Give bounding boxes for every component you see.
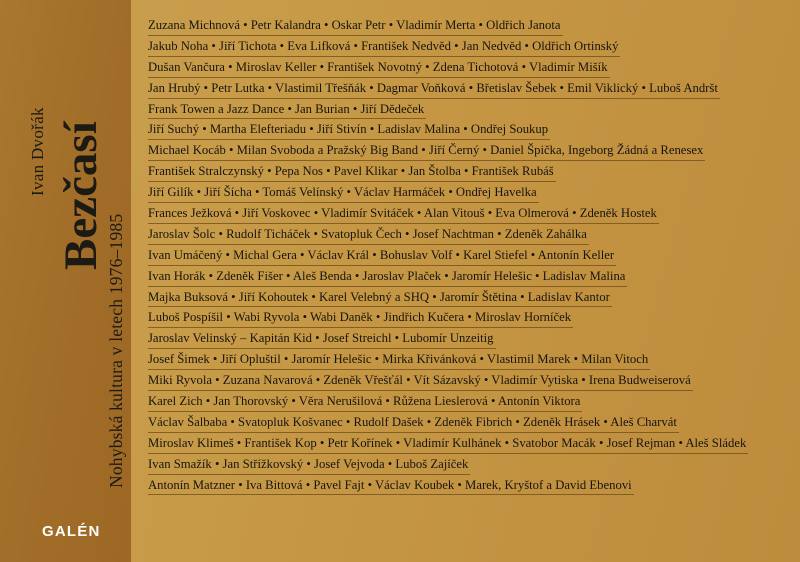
list-item-text: Majka Buksová • Jiří Kohoutek • Karel Velebný a SHQ • Jaromír Štětina • Ladislav Kantor — [148, 289, 610, 304]
list-item — [145, 81, 784, 102]
book-title: Bezčasí — [55, 121, 107, 270]
list-item-underline — [148, 77, 610, 78]
list-item — [145, 206, 784, 227]
list-item-underline — [148, 327, 573, 328]
list-item-text: Ivan Umáčený • Michal Gera • Václav Král • Bohuslav Volf • Karel Stiefel • Antonín Keller — [148, 247, 615, 262]
list-item-text: František Stralczynský • Pepa Nos • Pavel Klikar • Jan Štolba • František Rubáš — [148, 164, 554, 179]
list-item — [145, 478, 784, 499]
list-item — [145, 102, 784, 123]
list-item — [145, 185, 784, 206]
list-item-underline — [148, 411, 582, 412]
list-item — [145, 290, 784, 311]
list-item — [145, 310, 784, 331]
list-item-text: Ivan Horák • Zdeněk Fišer • Aleš Benda • Jaroslav Plaček • Jaromír Helešic • Ladislav Malina — [148, 268, 626, 283]
list-item-text: Miki Ryvola • Zuzana Navarová • Zdeněk Vřešťál • Vít Sázavský • Vladimír Vytiska • Irena Budweiserová — [148, 373, 691, 388]
list-item-text: Jakub Noha • Jiří Tichota • Eva Lifková • František Nedvěd • Jan Nedvěd • Oldřich Ortinský — [148, 38, 619, 53]
list-item-text: Josef Šimek • Jiří Opluštil • Jaromír Helešic • Mirka Křivánková • Vlastimil Marek • Milan Vitoch — [148, 352, 649, 367]
list-item-text: Karel Zich • Jan Thorovský • Věra Nerušilová • Růžena Lieslerová • Antonín Viktora — [148, 394, 581, 409]
list-item-text: Václav Šalbaba • Svatopluk Košvanec • Rudolf Dašek • Zdeněk Fibrich • Zdeněk Hrásek • Aleš Charvát — [148, 414, 677, 429]
list-item-underline — [148, 35, 563, 36]
list-item — [145, 457, 784, 478]
list-item-underline — [148, 494, 634, 495]
list-item-underline — [148, 139, 550, 140]
list-item-text: Luboš Pospíšil • Wabi Ryvola • Wabi Daněk • Jindřich Kučera • Miroslav Horníček — [148, 310, 572, 325]
list-item-underline — [148, 160, 705, 161]
list-item-underline — [148, 306, 612, 307]
list-item-text: Jiří Gilík • Jiří Šícha • Tomáš Velínský • Václav Harmáček • Ondřej Havelka — [148, 185, 537, 200]
list-item — [145, 269, 784, 290]
list-item-underline — [148, 474, 470, 475]
list-item-text: Jiří Suchý • Martha Elefteriadu • Jiří Stivín • Ladislav Malina • Ondřej Soukup — [148, 122, 549, 137]
list-item-underline — [148, 56, 620, 57]
list-item — [145, 60, 784, 81]
list-item-text: Zuzana Michnová • Petr Kalandra • Oskar Petr • Vladimír Merta • Oldřich Janota — [148, 18, 561, 32]
list-item-text: Frances Ježková • Jiří Voskovec • Vladimír Svitáček • Alan Vitouš • Eva Olmerová • Zdeněk Hostek — [148, 206, 657, 221]
list-item-underline — [148, 118, 426, 119]
list-item-underline — [148, 265, 616, 266]
list-item-text: Frank Towen a Jazz Dance • Jan Burian • Jiří Dědeček — [148, 101, 425, 116]
list-item-underline — [148, 348, 496, 349]
list-item — [145, 122, 784, 143]
publisher-logo: GALÉN — [42, 523, 101, 540]
list-item-text: Antonín Matzner • Iva Bittová • Pavel Fajt • Václav Koubek • Marek, Kryštof a David Ebenovi — [148, 477, 632, 492]
list-item — [145, 164, 784, 185]
list-item-text: Jan Hrubý • Petr Lutka • Vlastimil Třešňák • Dagmar Voňková • Břetislav Šebek • Emil Viklický • Luboš Andršt — [148, 80, 718, 95]
list-item-underline — [148, 369, 650, 370]
spine-inner — [0, 0, 131, 562]
list-item-text: Jaroslav Šolc • Rudolf Ticháček • Svatopluk Čech • Josef Nachtman • Zdeněk Zahálka — [148, 226, 587, 241]
list-item-text: Jaroslav Velinský – Kapitán Kid • Josef Streichl • Lubomír Unzeitig — [148, 331, 494, 346]
list-item-underline — [148, 98, 720, 99]
list-item — [145, 436, 784, 457]
list-item — [145, 394, 784, 415]
list-item-underline — [148, 202, 539, 203]
list-item — [145, 352, 784, 373]
list-item-text: Dušan Vančura • Miroslav Keller • František Novotný • Zdena Tichotová • Vladimír Mišík — [148, 59, 608, 74]
list-item — [145, 331, 784, 352]
list-item — [145, 248, 784, 269]
list-item-underline — [148, 390, 693, 391]
list-item-underline — [148, 244, 589, 245]
list-item-underline — [148, 181, 556, 182]
author-name: Ivan Dvořák — [28, 107, 47, 196]
cover-spine-panel — [0, 0, 131, 562]
list-item — [145, 18, 784, 39]
list-item-text: Miroslav Klimeš • František Kop • Petr Kořínek • Vladimír Kulhánek • Svatobor Macák • Josef Rejman • Aleš Sládek — [148, 435, 747, 450]
list-item-underline — [148, 286, 627, 287]
list-item — [145, 415, 784, 436]
list-item — [145, 143, 784, 164]
list-item — [145, 373, 784, 394]
list-item-text: Michael Kocáb • Milan Svoboda a Pražský Big Band • Jiří Černý • Daniel Špička, Ingeborg Žádná a Renesex — [148, 143, 704, 158]
contributor-list — [131, 0, 800, 562]
list-item-underline — [148, 223, 659, 224]
list-item-text: Ivan Smažík • Jan Střížkovský • Josef Vejvoda • Luboš Zajíček — [148, 456, 469, 471]
list-item — [145, 39, 784, 60]
list-item — [145, 227, 784, 248]
list-item-underline — [148, 432, 679, 433]
list-item-underline — [148, 453, 748, 454]
book-subtitle: Nohybská kultura v letech 1976–1985 — [106, 213, 126, 488]
